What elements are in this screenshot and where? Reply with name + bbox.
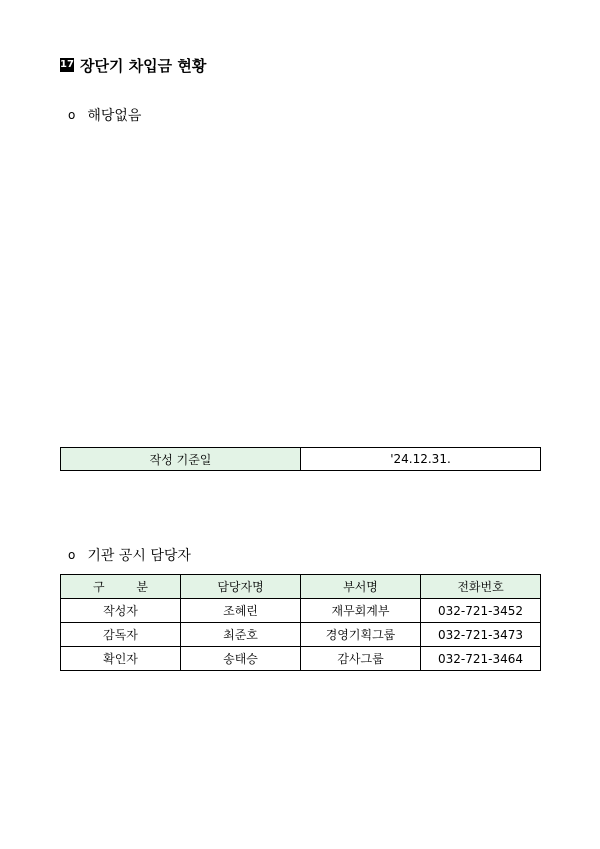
cell-role: 확인자 xyxy=(61,647,181,671)
contacts-heading: 기관 공시 담당자 xyxy=(87,548,191,564)
table-row xyxy=(61,623,541,647)
table-row xyxy=(61,448,541,471)
cell-phone: 032-721-3473 xyxy=(421,623,541,647)
column-header-category: 구 분 xyxy=(61,575,181,599)
cell-role: 작성자 xyxy=(61,599,181,623)
column-header-name: 담당자명 xyxy=(181,575,301,599)
table-header-row xyxy=(61,575,541,599)
cell-department: 감사그룹 xyxy=(301,647,421,671)
cell-phone: 032-721-3464 xyxy=(421,647,541,671)
cell-role: 감독자 xyxy=(61,623,181,647)
section-title-text: 장단기 차입금 현황 xyxy=(80,56,207,75)
column-header-phone: 전화번호 xyxy=(421,575,541,599)
reference-date-table xyxy=(60,447,541,471)
cell-department: 재무회계부 xyxy=(301,599,421,623)
notice-line xyxy=(68,105,141,125)
cell-name: 송태승 xyxy=(181,647,301,671)
column-header-department: 부서명 xyxy=(301,575,421,599)
reference-date-label: 작성 기준일 xyxy=(61,448,301,471)
contacts-heading-line xyxy=(68,545,191,565)
table-row xyxy=(61,647,541,671)
cell-name: 최준호 xyxy=(181,623,301,647)
cell-name: 조혜린 xyxy=(181,599,301,623)
notice-text: 해당없음 xyxy=(87,108,142,124)
bullet-mark: o xyxy=(68,548,76,562)
cell-department: 경영기획그룹 xyxy=(301,623,421,647)
contacts-table xyxy=(60,574,541,671)
table-row xyxy=(61,599,541,623)
reference-date-value: '24.12.31. xyxy=(301,448,541,471)
section-number-badge: 17 xyxy=(60,59,74,70)
cell-phone: 032-721-3452 xyxy=(421,599,541,623)
bullet-mark: o xyxy=(68,108,76,122)
section-title xyxy=(60,55,206,75)
